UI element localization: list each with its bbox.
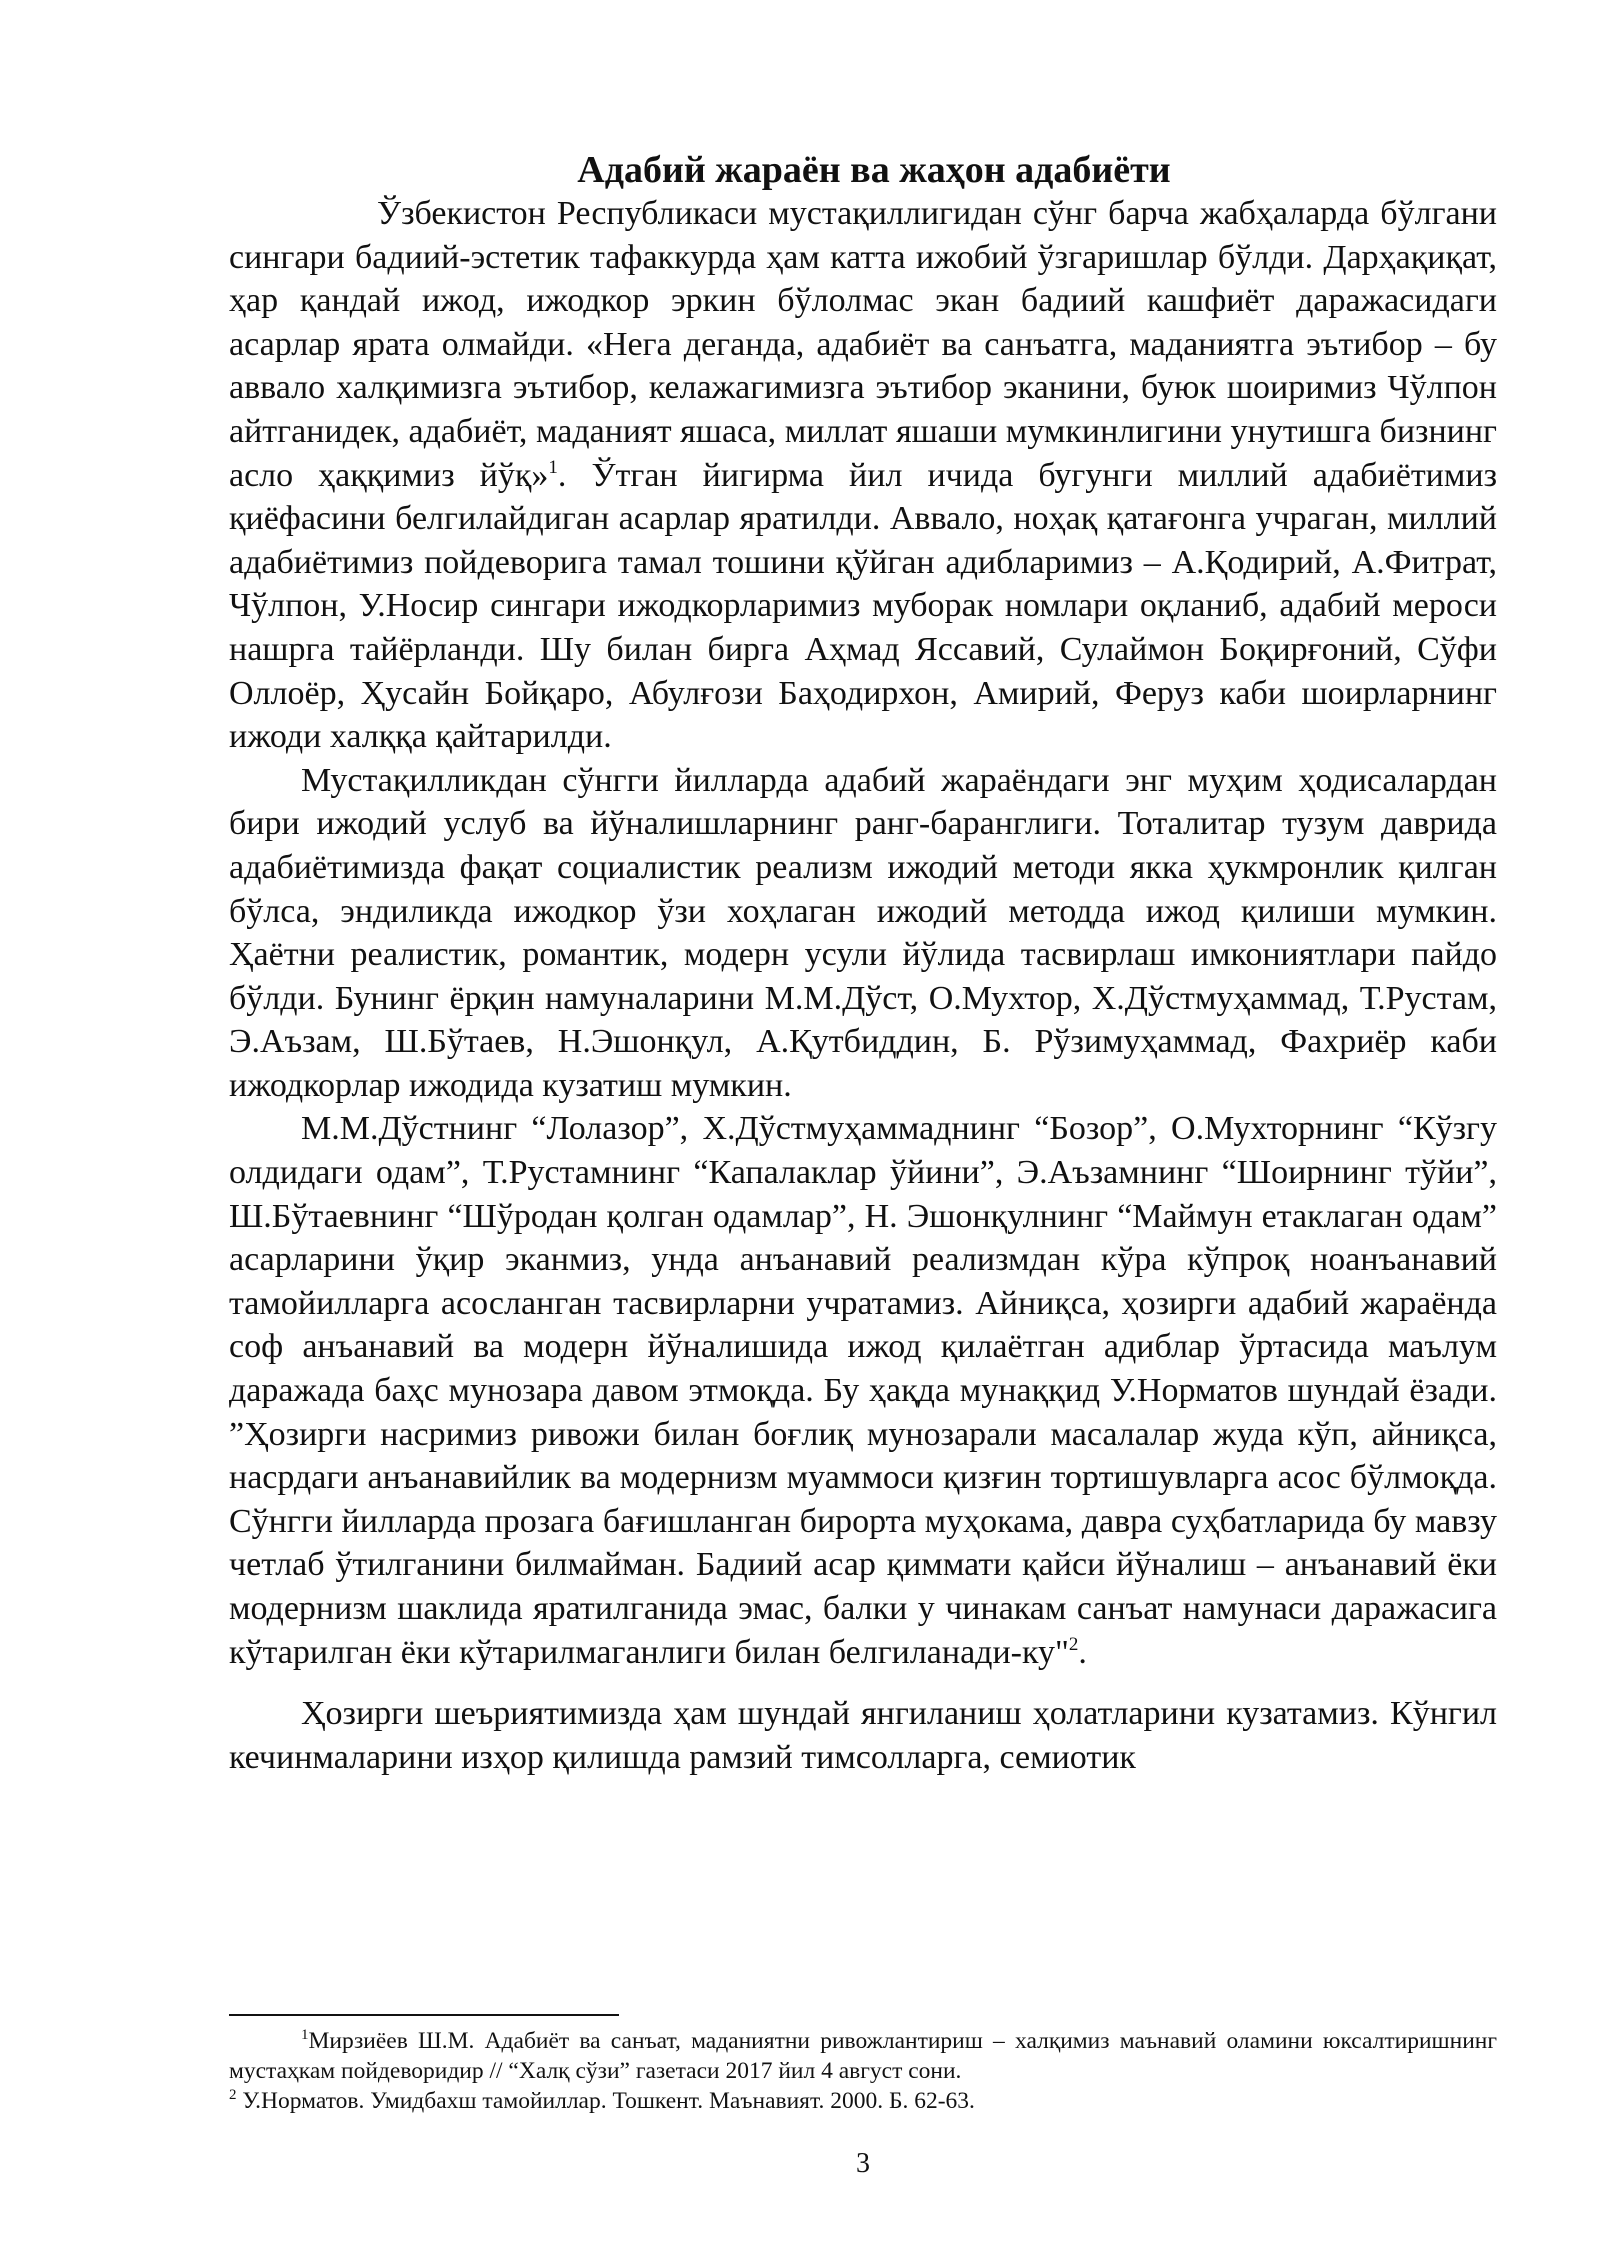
footnote-1-text: Мирзиёев Ш.М. Адабиёт ва санъат, маданиятни ривожлантириш – халқимиз маънавий оламини юксалтиришнинг мустаҳкам пойдеворидир // “Халқ сўзи” газетаси 2017 йил 4 август сони. [229,2028,1497,2084]
paragraph-3-text-end: . [1078,1633,1087,1671]
footnote-2 [229,2086,1497,2116]
footnotes [229,2026,1497,2116]
paragraph-1 [229,192,1497,759]
footnote-separator [229,2014,619,2016]
paragraph-3 [229,1107,1497,1674]
footnote-reference-1: 1 [548,456,558,478]
paragraph-1-text-end: . Ўтган йигирма йил ичида бугунги миллий адабиётимиз қиёфасини белгилайдиган асарлар яратилди. Аввало, ноҳақ қатағонга учраган, миллий адабиётимиз пойдеворига тамал тошини қўйган адибларимиз – А.Қодирий, А.Фитрат, Чўлпон, У.Носир сингари ижодкорларимиз муборак номлари оқланиб, адабий мероси нашрга тайёрланди. Шу билан бирга Аҳмад Яссавий, Сулаймон Боқирғоний, Сўфи Оллоёр, Ҳусайн Бойқаро, Абулғози Баҳодирхон, Амирий, Феруз каби шоирларнинг ижоди халққа қайтарилди. [229,456,1497,756]
footnote-2-marker: 2 [229,2087,237,2103]
paragraph-1-text-start: Ўзбекистон Республикаси мустақиллигидан сўнг барча жабҳаларда бўлгани сингари бадиий-эстетик тафаккурда ҳам катта ижобий ўзгаришлар бўлди. Дарҳақиқат, ҳар қандай ижод, ижодкор эркин бўлолмас экан бадиий кашфиёт даражасидаги асарлар ярата олмайди. «Нега деганда, адабиёт ва санъатга, маданиятга эътибор – бу аввало халқимизга эътибор, келажагимизга эътибор эканини, буюк шоиримиз Чўлпон айтганидек, адабиёт, маданият яшаса, миллат яшаши мумкинлигини унутишга бизнинг асло ҳаққимиз йўқ» [229,195,1497,494]
paragraph-4: Ҳозирги шеъриятимизда ҳам шундай янгиланиш ҳолатларини кузатамиз. Кўнгил кечинмаларини изҳор қилишда рамзий тимсолларга, семиотик [229,1695,1497,1776]
document-page [229,148,1497,2208]
paragraph-2: Мустақилликдан сўнгги йилларда адабий жараёндаги энг муҳим ҳодисалардан бири ижодий услуб ва йўналишларнинг ранг-баранглиги. Тоталитар тузум даврида адабиётимизда фақат социалистик реализм ижодий методи якка ҳукмронлик қилган бўлса, эндиликда ижодкор ўзи хоҳлаган ижодий методда ижод қилиши мумкин. Ҳаётни реалистик, романтик, модерн усули йўлида тасвирлаш имкониятлари пайдо бўлди. Бунинг ёрқин намуналарини М.М.Дўст, О.Мухтор, Х.Дўстмуҳаммад, Т.Рустам, Э.Аъзам, Ш.Бўтаев, Н.Эшонқул, А.Қутбиддин, Б. Рўзимуҳаммад, Фахриёр каби ижодкорлар ижодида кузатиш мумкин. [229,761,1497,1104]
footnote-2-text: У.Норматов. Умидбахш тамойиллар. Тошкент. Маънавият. 2000. Б. 62-63. [236,2088,975,2114]
document-body [229,192,1497,2037]
footnote-1 [229,2026,1497,2086]
page-number: 3 [856,2148,870,2179]
footnote-1-marker: 1 [301,2027,309,2043]
footnote-reference-2: 2 [1068,1633,1079,1655]
paragraph-3-text-start: М.М.Дўстнинг “Лолазор”, Х.Дўстмуҳаммаднинг “Бозор”, О.Мухторнинг “Кўзгу олдидаги одам”, Т.Рустамнинг “Капалаклар ўйини”, Э.Аъзамнинг “Шоирнинг тўйи”, Ш.Бўтаевнинг “Шўродан қолган одамлар”, Н. Эшонқулнинг “Маймун етаклаган одам” асарларини ўқир эканмиз, унда анъанавий реализмдан кўра кўпроқ ноанъанавий тамойилларга асосланган тасвирларни учратамиз. Айниқса, ҳозирги адабий жараёнда соф анъанавий ва модерн йўналишида ижод қилаётган адиблар ўртасида маълум даражада баҳс мунозара давом этмоқда. Бу ҳақда мунаққид У.Норматов шундай ёзади. ”Ҳозирги насримиз ривожи билан боғлиқ мунозарали масалалар жуда кўп, айниқса, насрдаги анъанавийлик ва модернизм муаммоси қизғин тортишувларга асос бўлмоқда. Сўнгги йилларда прозага бағишланган бирорта муҳокама, давра суҳбатларида бу мавзу четлаб ўтилганини билмайман. Бадиий асар қиммати қайси йўналиш – анъанавий ёки модернизм шаклида яратилганида эмас, балки у чинакам санъат намунаси даражасига кўтарилган ёки кўтарилмаганлиги билан белгиланади-ку" [229,1110,1497,1671]
document-title: Адабий жараён ва жаҳон адабиёти [577,149,1171,191]
